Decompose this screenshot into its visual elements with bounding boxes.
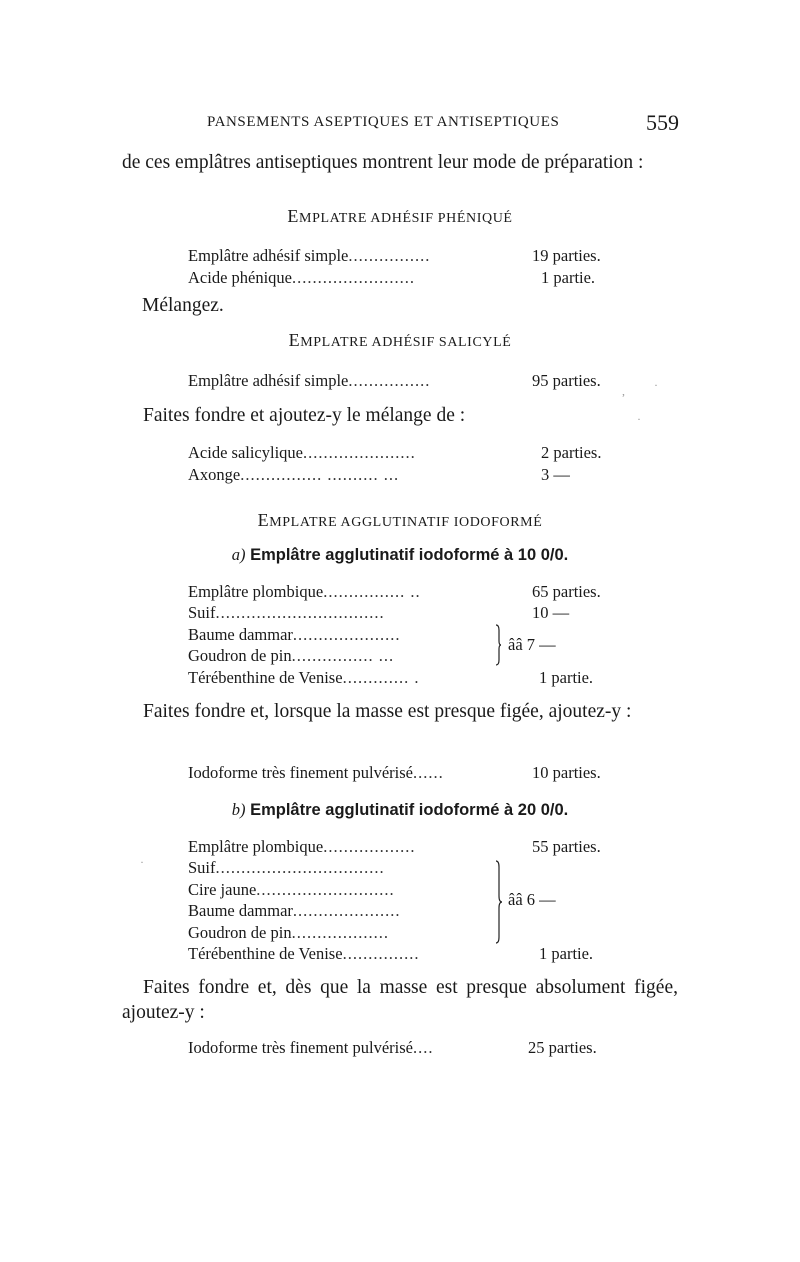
recipe-quantity: 25 parties. (528, 1038, 597, 1057)
recipe-row: Térébenthine de Venise............. . (188, 668, 420, 687)
stray-mark: , (622, 384, 625, 398)
recipe-row: Emplâtre plombique.................. (188, 837, 416, 856)
subheading-b: b) Emplâtre agglutinatif iodoformé à 20 0/0. (231, 800, 569, 819)
recipe-row: Emplâtre plombique................ .. (188, 582, 421, 601)
instruction-b: Faites fondre et, dès que la masse est presque absolument figée, ajoutez-y : (122, 977, 678, 1023)
running-head: PANSEMENTS ASEPTIQUES ET ANTISEPTIQUES (207, 114, 560, 130)
recipe-row: Baume dammar..................... (188, 625, 401, 644)
recipe-row: Acide phénique........................ (188, 268, 416, 287)
recipe-row: Goudron de pin................... (188, 923, 389, 942)
recipe-quantity: 10 — (532, 603, 570, 622)
recipe-quantity: 3 — (541, 465, 570, 484)
recipe-row: Térébenthine de Venise............... (188, 944, 420, 963)
stray-mark: · (140, 855, 144, 869)
recipe-row: Goudron de pin................ ... (188, 646, 395, 665)
recipe-row: Suif................................. (188, 858, 385, 877)
section-heading-salicyle: EMPLATRE ADHÉSIF SALICYLÉ (288, 330, 512, 350)
stray-mark: · (654, 378, 658, 392)
page-number: 559 (646, 110, 679, 135)
recipe-quantity: 95 parties. (532, 371, 601, 390)
subheading-a: a) Emplâtre agglutinatif iodoformé à 10 0/0. (231, 545, 569, 564)
recipe-quantity: 10 parties. (532, 763, 601, 782)
recipe-quantity: 1 partie. (539, 944, 594, 963)
group-quantity-b: ââ 6 — (508, 890, 556, 909)
brace-a (494, 624, 502, 668)
recipe-row: Suif................................. (188, 603, 385, 622)
brace-b (494, 860, 503, 944)
recipe-row: Iodoforme très finement pulvérisé.... (188, 1038, 434, 1057)
recipe-row: Iodoforme très finement pulvérisé...... (188, 763, 444, 782)
section-heading-iodoforme: EMPLATRE AGGLUTINATIF IODOFORMÉ (257, 510, 543, 530)
intro-paragraph: de ces emplâtres antiseptiques montrent leur mode de préparation : (122, 152, 644, 173)
recipe-row: Emplâtre adhésif simple................ (188, 371, 431, 390)
recipe-quantity: 65 parties. (532, 582, 601, 601)
instruction-fondre: Faites fondre et ajoutez-y le mélange de : (143, 405, 466, 426)
recipe-quantity: 1 partie. (541, 268, 596, 287)
recipe-row: Baume dammar..................... (188, 901, 401, 920)
recipe-quantity: 2 parties. (541, 443, 602, 462)
instruction-a: Faites fondre et, lorsque la masse est presque figée, ajoutez-y : (143, 701, 632, 722)
recipe-row: Acide salicylique...................... (188, 443, 416, 462)
stray-mark: · (637, 412, 641, 426)
recipe-row: Axonge................ .......... ... (188, 465, 400, 484)
recipe-row: Cire jaune........................... (188, 880, 395, 899)
group-quantity-a: ââ 7 — (508, 635, 556, 654)
recipe-quantity: 55 parties. (532, 837, 601, 856)
instruction-melangez: Mélangez. (142, 295, 224, 316)
section-heading-phenique: EMPLATRE ADHÉSIF PHÉNIQUÉ (287, 206, 513, 226)
recipe-row: Emplâtre adhésif simple................ (188, 246, 431, 265)
recipe-quantity: 19 parties. (532, 246, 601, 265)
recipe-quantity: 1 partie. (539, 668, 594, 687)
